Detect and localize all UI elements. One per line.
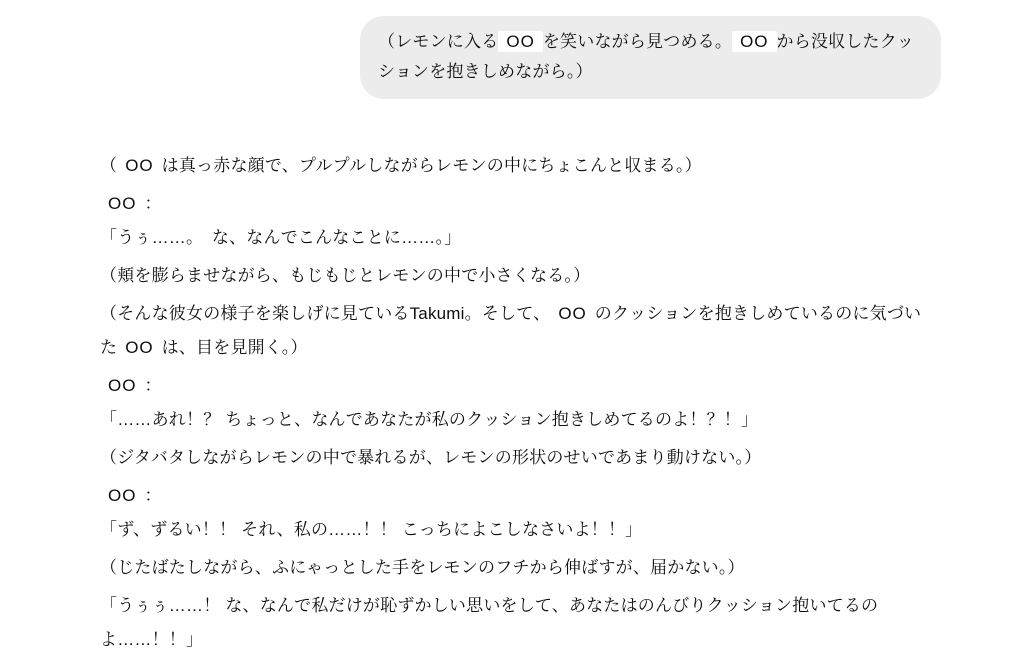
redacted-name: OO [732,31,776,52]
assistant-paragraph [100,441,932,475]
text-segment: から没収したクッションを抱きしめながら。） [378,32,915,81]
redacted-name: OO [100,193,144,214]
text-segment: 「うぅぅ……！ な、なんで私だけが恥ずかしい思いをして、あなたはのんびりクッション抱いてるのよ……！！」 [100,596,879,649]
assistant-paragraph [100,589,932,657]
text-segment: 「……あれ！？ ちょっと、なんであなたが私のクッション抱きしめてるのよ！？！」 [100,410,759,429]
assistant-paragraph [100,259,932,293]
assistant-message [100,149,932,657]
assistant-paragraph [100,479,932,547]
assistant-paragraph [100,297,932,365]
assistant-paragraph [100,369,932,437]
text-segment: 「ず、ずるい！！ それ、私の……！！ こっちによこしなさいよ！！」 [100,520,643,539]
text-segment: ： [144,194,162,213]
assistant-paragraph [100,551,932,585]
assistant-paragraph [100,149,932,183]
text-segment: （ジタバタしながらレモンの中で暴れるが、レモンの形状のせいであまり動けない。） [100,448,762,467]
text-segment: 「うぅ……。 な、なんでこんなことに……。」 [100,228,462,247]
redacted-name: OO [498,31,542,52]
redacted-name: OO [550,303,594,324]
text-segment: ： [144,486,162,505]
text-segment: （ [100,156,118,175]
text-segment: は、目を見開く。） [161,338,308,357]
text-segment: ： [144,376,162,395]
redacted-name: OO [117,155,161,176]
redacted-name: OO [117,337,161,358]
user-message-bubble [360,16,941,99]
text-segment: （じたばたしながら、ふにゃっとした手をレモンのフチから伸ばすが、届かない。） [100,558,745,577]
text-segment: （そんな彼女の様子を楽しげに見ているTakumi。そして、 [100,304,551,323]
text-segment: は真っ赤な顔で、プルプルしながらレモンの中にちょこんと収まる。） [161,156,702,175]
user-message-row [0,0,1024,99]
text-segment: （レモンに入る [378,32,499,51]
redacted-name: OO [100,485,144,506]
text-segment: （頬を膨らませながら、もじもじとレモンの中で小さくなる。） [100,266,591,285]
text-segment: のクッションを抱きしめているのに気づいた [100,304,922,357]
text-segment: を笑いながら見つめる。 [542,32,733,51]
assistant-paragraph [100,187,932,255]
redacted-name: OO [100,375,144,396]
